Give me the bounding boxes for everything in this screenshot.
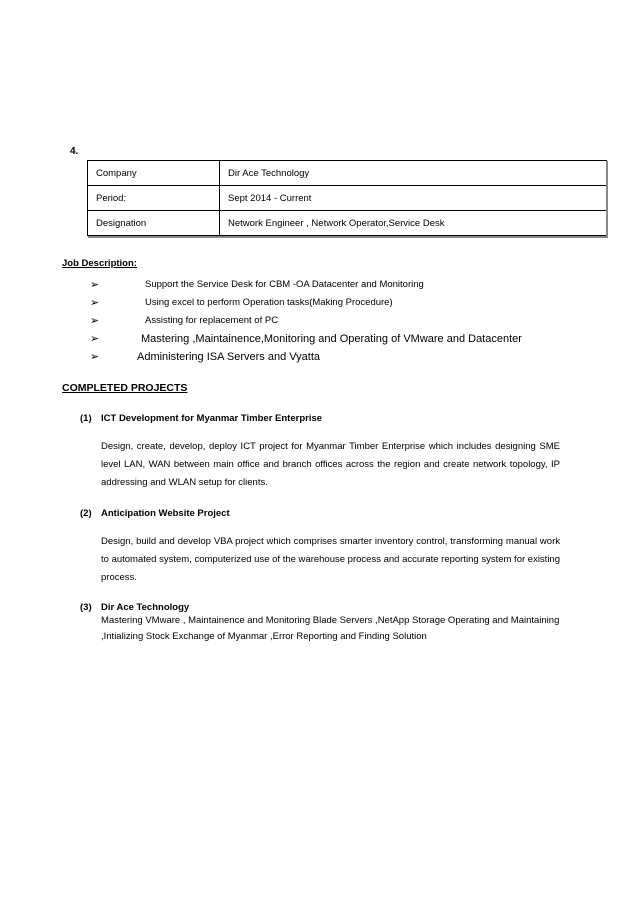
employment-info-table [87,160,607,236]
table-shadow-bottom [88,236,608,238]
project-number: (1) [80,413,92,424]
project-title: ICT Development for Myanmar Timber Enterprise [101,413,323,424]
list-item [90,312,610,330]
project-description: Mastering VMware , Maintainence and Monitoring Blade Servers ,NetApp Storage Operating and Maintaining ,Intializing Stock Exchange of Myanmar ,Error Reporting and Finding Solution [101,615,560,642]
project-heading [80,413,560,424]
list-item-text: Using excel to perform Operation tasks(Making Procedure) [145,297,393,308]
list-item [90,276,610,294]
arrow-bullet-icon: ➢ [90,315,100,327]
company-label: Company [88,161,220,186]
job-description-heading: Job Description: [62,258,137,269]
arrow-bullet-icon: ➢ [90,297,100,309]
list-item [90,348,610,366]
project-description: Design, build and develop VBA project which comprises smarter inventory control, transforming manual work to automated system, computerized use of the warehouse process and accurate reporting system for existing process. [101,536,560,583]
project-title: Anticipation Website Project [101,508,230,519]
list-item [90,330,610,348]
period-label: Period: [88,186,220,211]
project-title: Dir Ace Technology [101,602,190,613]
list-item [90,294,610,312]
project-2 [80,508,560,587]
list-item-text: Administering ISA Servers and Vyatta [137,351,321,363]
designation-value: Network Engineer , Network Operator,Service Desk [220,211,607,236]
arrow-bullet-icon: ➢ [90,351,100,363]
period-value: Sept 2014 - Current [220,186,607,211]
arrow-bullet-icon: ➢ [90,333,100,345]
company-value: Dir Ace Technology [220,161,607,186]
project-number: (2) [80,508,92,519]
section-number: 4. [70,146,79,157]
arrow-bullet-icon: ➢ [90,279,100,291]
project-1 [80,413,560,492]
completed-projects-heading: COMPLETED PROJECTS [62,382,188,394]
table-row [88,186,607,211]
table-row [88,211,607,236]
project-description: Design, create, develop, deploy ICT project for Myanmar Timber Enterprise which includes designing SME level LAN, WAN between main office and branch offices across the region and create network topology, IP addressing and WLAN setup for clients. [101,441,560,488]
list-item-text: Mastering ,Maintainence,Monitoring and Operating of VMware and Datacenter [141,333,522,345]
project-3 [80,602,560,645]
table-shadow-right [606,161,608,238]
table-row [88,161,607,186]
designation-label: Designation [88,211,220,236]
project-heading [80,508,560,519]
project-heading [80,602,560,613]
list-item-text: Support the Service Desk for CBM -OA Datacenter and Monitoring [145,279,424,290]
job-description-list [90,276,610,366]
list-item-text: Assisting for replacement of PC [145,315,279,326]
project-number: (3) [80,602,92,613]
